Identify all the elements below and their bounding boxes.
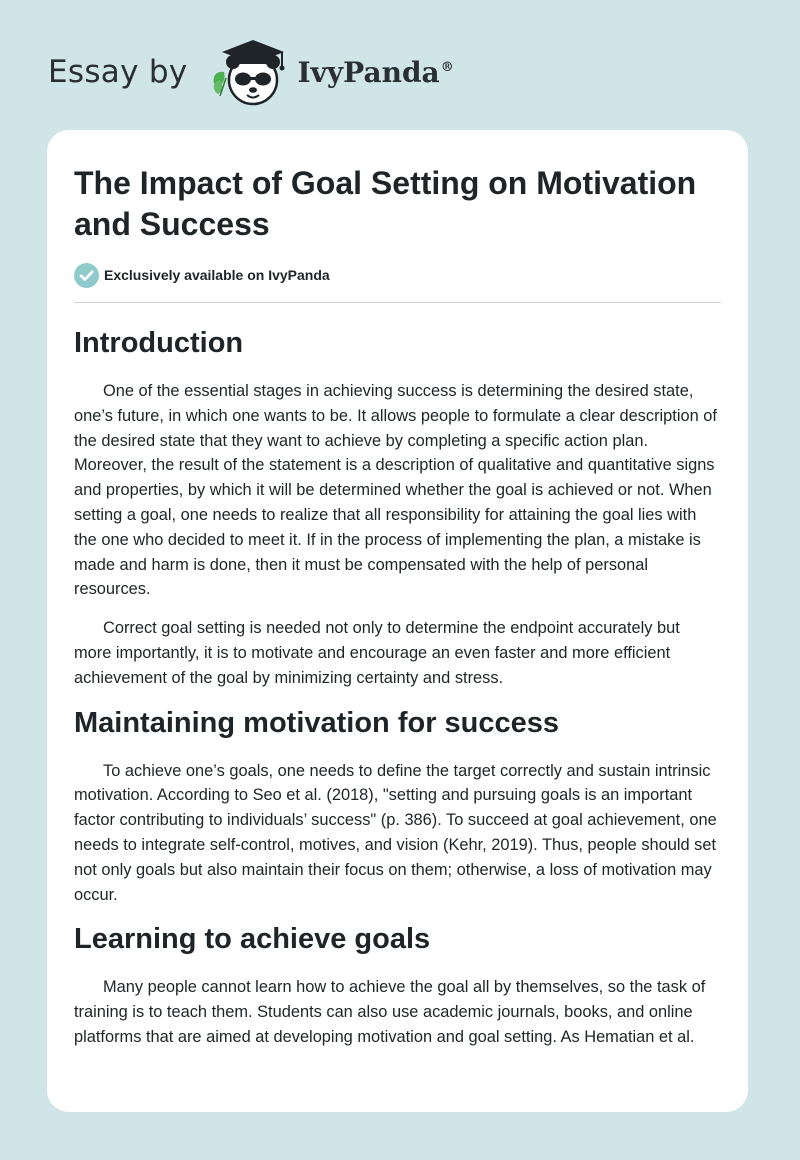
essay-by-label: Essay by [48,54,188,90]
section-introduction [74,325,721,691]
registered-mark: ® [440,60,454,76]
brand-header [48,34,454,110]
paragraph: To achieve one’s goals, one needs to define the target correctly and sustain intrinsic motivation. According to Seo et al. (2018), "setting and pursuing goals is an important factor contributing to individuals’ success" (p. 386). To succeed at goal achievement, one needs to integrate self-control, motives, and vision (Kehr, 2019). Thus, people should set not only goals but also maintain their focus on them; otherwise, a loss of motivation may occur. [74,761,717,904]
article-card [47,130,748,1112]
section-learning-goals [74,921,721,1049]
brand-name: IvyPanda® [297,55,454,89]
section-maintaining-motivation [74,705,721,908]
section-heading: Learning to achieve goals [74,923,431,956]
exclusive-badge [74,262,721,288]
page-title: The Impact of Goal Setting on Motivation and Success [74,165,697,242]
exclusive-badge-label: Exclusively available on IvyPanda [104,267,330,283]
section-heading: Introduction [74,327,244,359]
section-heading: Maintaining motivation for success [74,706,560,739]
paragraph: Correct goal setting is needed not only to determine the endpoint accurately but more importantly, it is to motivate and encourage an even faster and more efficient achievement of the goal by minimizing certainty and stress. [74,619,680,687]
paragraph: Many people cannot learn how to achieve the goal all by themselves, so the task of training is to teach them. Students can also use academic journals, books, and online platforms that are aimed at developing motivation and goal setting. As Hematian et al. [74,978,706,1046]
paragraph: One of the essential stages in achieving success is determining the desired state, one’s future, in which one wants to be. It allows people to formulate a clear description of the desired state that they want to achieve by completing a specific action plan. Moreover, the result of the statement is a description of qualitative and quantitative signs and properties, by which it will be determined whether the goal is achieved or not. When setting a goal, one needs to realize that all responsibility for attaining the goal lies with the one who decided to meet it. If in the process of implementing the plan, a mistake is made and harm is done, then it must be compensated with the help of personal resources. [74,382,717,599]
panda-graduate-icon [206,34,292,110]
check-circle-icon [74,263,99,288]
divider [74,302,721,303]
